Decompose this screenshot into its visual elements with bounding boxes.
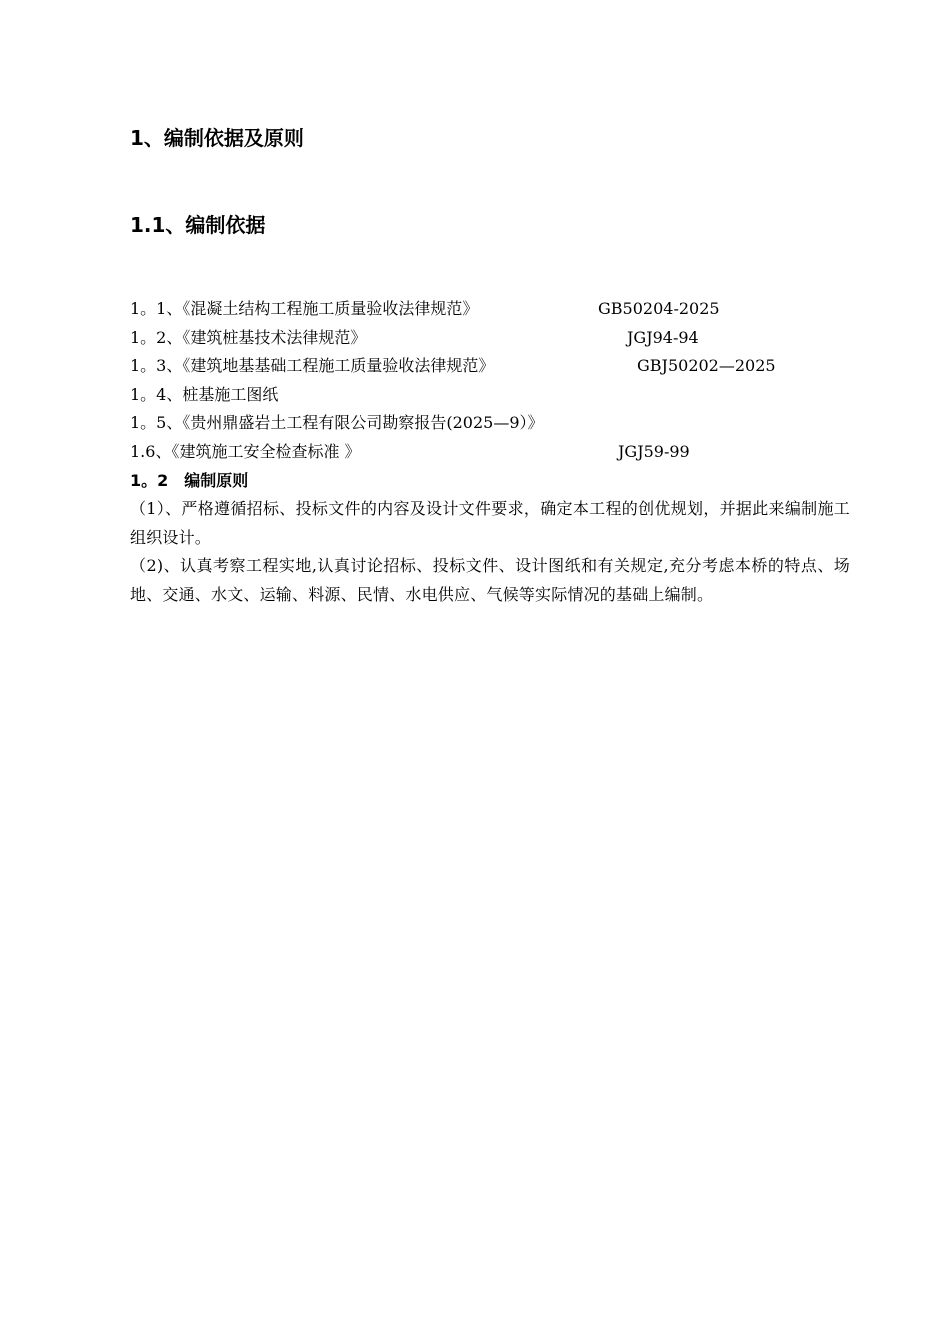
section-heading-1: 1、编制依据及原则 (130, 126, 304, 150)
reference-item (130, 438, 850, 467)
reference-code: JGJ59-99 (618, 441, 690, 461)
reference-title: 1。4、桩基施工图纸 (130, 384, 279, 404)
reference-code: JGJ94-94 (627, 327, 699, 347)
principle-paragraph-1: （1）、严格遵循招标、投标文件的内容及设计文件要求，确定本工程的创优规划，并据此来编制施工组织设计。 (130, 499, 850, 547)
reference-item (130, 409, 850, 438)
section-heading-1-2: 1。2 编制原则 (130, 470, 249, 490)
reference-title: 1。2、《建筑桩基技术法律规范》 (130, 327, 367, 347)
reference-code: GB50204-2025 (598, 299, 720, 318)
reference-title: 1。3、《建筑地基基础工程施工质量验收法律规范》 (130, 356, 495, 376)
reference-item (130, 295, 850, 324)
reference-title: 1。5、《贵州鼎盛岩土工程有限公司勘察报告(2025—9）》 (130, 413, 544, 433)
reference-item (130, 352, 850, 381)
reference-title: 1。1、《混凝土结构工程施工质量验收法律规范》 (130, 299, 479, 318)
references-list (130, 295, 850, 610)
reference-item (130, 324, 850, 353)
principle-paragraph-2: （2)、认真考察工程实地,认真讨论招标、投标文件、设计图纸和有关规定,充分考虑本桥的特点、场地、交通、水文、运输、料源、民情、水电供应、气候等实际情况的基础上编制。 (130, 556, 850, 604)
reference-title: 1.6、《建筑施工安全检查标准 》 (130, 441, 361, 461)
reference-item (130, 381, 850, 410)
section-heading-1-1: 1.1、编制依据 (130, 213, 266, 237)
reference-code: GBJ50202—2025 (637, 356, 776, 376)
